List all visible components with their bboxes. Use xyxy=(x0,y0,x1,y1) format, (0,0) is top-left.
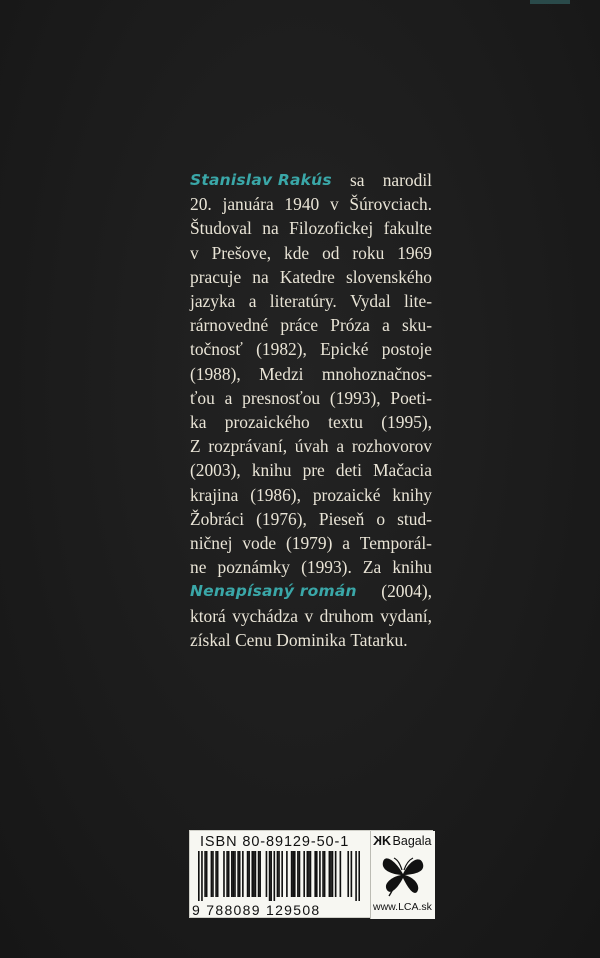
barcode-bar xyxy=(198,851,200,901)
barcode-bar xyxy=(259,851,261,897)
isbn-barcode-box xyxy=(189,830,433,918)
barcode-bar xyxy=(248,851,250,897)
bio-line xyxy=(190,604,432,628)
barcode-digits: 9 788089 129508 xyxy=(192,902,321,918)
publisher-mark-icon: KK xyxy=(374,834,391,848)
bio-word: vydaní, xyxy=(380,605,432,626)
bio-word: Cenu xyxy=(235,629,272,650)
bio-word: (1993), xyxy=(329,387,381,408)
barcode-bar xyxy=(281,851,283,897)
bio-highlight: Nenapísaný román xyxy=(190,582,357,601)
barcode-bar xyxy=(223,851,225,897)
bio-word: a xyxy=(382,315,390,336)
barcode-bar xyxy=(269,851,271,901)
bio-line xyxy=(190,579,432,603)
bio-word: postoje xyxy=(381,339,432,360)
bio-line xyxy=(190,507,432,531)
barcode-bar xyxy=(239,851,241,897)
bio-word: Prešove, xyxy=(211,242,272,263)
barcode-bar xyxy=(247,851,249,897)
bio-word: ka xyxy=(190,412,207,433)
barcode-bar xyxy=(347,851,349,897)
barcode-bar xyxy=(297,851,299,897)
bio-word: rozhovorov xyxy=(351,436,432,457)
barcode-bar xyxy=(253,851,255,897)
bio-word: slovenského xyxy=(346,266,432,287)
barcode-bar xyxy=(332,851,334,897)
bio-word: Vydal xyxy=(350,291,391,312)
bio-word: ničnej xyxy=(190,533,233,554)
barcode-bar xyxy=(316,851,318,897)
barcode-bar xyxy=(322,851,324,897)
bio-word: jazyka xyxy=(190,291,236,312)
barcode-bar xyxy=(340,851,342,897)
barcode-bar xyxy=(258,851,260,897)
barcode-bar xyxy=(277,851,279,897)
barcode-bar xyxy=(355,851,357,901)
bio-word: Medzi xyxy=(259,363,304,384)
bio-word: Pieseň xyxy=(318,508,365,529)
bio-word: Za xyxy=(362,557,382,578)
bio-word: ne xyxy=(190,557,207,578)
bio-word: mnohoznačnos- xyxy=(321,363,432,384)
barcode-bar xyxy=(231,851,233,897)
barcode-bar xyxy=(324,851,326,897)
bio-word: fakulte xyxy=(383,218,432,239)
barcode-bar xyxy=(204,851,206,897)
barcode-bar xyxy=(237,851,239,897)
bio-word: ťou xyxy=(190,387,215,408)
barcode-bar xyxy=(307,851,309,897)
bio-word: v xyxy=(190,242,199,263)
barcode-bar xyxy=(299,851,301,897)
top-edge-accent xyxy=(530,0,570,4)
barcode-bar xyxy=(251,851,253,897)
barcode-bar xyxy=(292,851,294,897)
barcode-bar xyxy=(233,851,235,897)
bio-word: narodil xyxy=(382,170,432,190)
bio-word: Poeti- xyxy=(390,387,432,408)
bio-line xyxy=(190,313,432,337)
barcode xyxy=(198,851,360,901)
bio-word: textu xyxy=(328,412,363,433)
barcode-bar xyxy=(228,851,230,897)
barcode-bar xyxy=(335,851,337,897)
bio-word: januára xyxy=(222,194,274,215)
bio-word: od xyxy=(322,242,340,263)
bio-word: vychádza xyxy=(232,605,298,626)
barcode-bar xyxy=(330,851,332,897)
barcode-bar xyxy=(270,851,272,901)
bio-line xyxy=(190,555,432,579)
bio-word: v xyxy=(329,194,339,215)
barcode-bar xyxy=(329,851,331,897)
bio-word: Študoval xyxy=(190,218,252,239)
bio-word: deti xyxy=(335,460,362,481)
bio-line xyxy=(190,168,432,192)
bio-word: (1986), xyxy=(250,484,301,505)
bio-word: Dominika xyxy=(276,629,346,650)
bio-word: stud- xyxy=(397,508,432,529)
bio-word: Epické xyxy=(320,339,369,360)
bio-word: 1940 xyxy=(284,194,320,215)
bio-line xyxy=(190,265,432,289)
bio-word: krajina xyxy=(190,484,239,505)
barcode-bar xyxy=(273,851,275,901)
barcode-bar xyxy=(286,851,288,897)
bio-word: roku xyxy=(352,242,385,263)
publisher-block xyxy=(370,831,435,919)
bio-word: Próza xyxy=(330,315,370,336)
bio-word: presnosťou xyxy=(242,387,321,408)
bio-line xyxy=(190,434,432,458)
barcode-bar xyxy=(278,851,280,897)
isbn-label: ISBN 80-89129-50-1 xyxy=(200,834,350,850)
barcode-bar xyxy=(234,851,236,897)
barcode-bar xyxy=(266,851,268,897)
bio-word: točnosť xyxy=(190,339,243,360)
bio-word: Žobráci xyxy=(190,508,245,529)
bio-word: pracuje xyxy=(190,266,242,287)
bio-word: rárnovedné xyxy=(190,315,269,336)
bio-line xyxy=(190,216,432,240)
bio-word: Z xyxy=(190,436,201,457)
barcode-bar xyxy=(212,851,214,897)
bio-word: prozaického xyxy=(224,412,310,433)
bio-word: v xyxy=(304,605,314,626)
bio-word: rozprávaní, xyxy=(208,436,288,457)
publisher-name-text: Bagala xyxy=(392,834,432,848)
bio-word: Mačacia xyxy=(373,460,432,481)
bio-word: (1979) xyxy=(286,533,333,554)
bio-word: (1976), xyxy=(256,508,307,529)
bio-word: o xyxy=(376,508,386,529)
bio-word: literatúry. xyxy=(269,291,337,312)
bio-word: a xyxy=(342,533,350,554)
bio-line xyxy=(190,337,432,361)
bio-word: knihy xyxy=(392,484,432,505)
bio-word: (1993). xyxy=(301,557,352,578)
bio-word: Tatarku. xyxy=(350,629,408,650)
bio-word: (1988), xyxy=(190,363,241,384)
bio-word: lite- xyxy=(403,291,432,312)
bio-word: knihu xyxy=(392,557,432,578)
bio-line xyxy=(190,289,432,313)
bio-word: a xyxy=(248,291,257,312)
bio-word: (2003), xyxy=(190,460,241,481)
barcode-bar xyxy=(215,851,217,897)
bio-line xyxy=(190,362,432,386)
bio-word: vode xyxy=(242,533,277,554)
barcode-bar xyxy=(308,851,310,897)
bio-word: Šúrovciach. xyxy=(349,194,432,215)
bio-word: získal xyxy=(190,629,231,650)
bio-line xyxy=(190,628,432,652)
barcode-bar xyxy=(303,851,305,897)
publisher-url: www.LCA.sk xyxy=(373,901,432,913)
bio-word: prozaické xyxy=(312,484,381,505)
bio-word: a xyxy=(336,436,345,457)
bio-line xyxy=(190,410,432,434)
bio-line xyxy=(190,241,432,265)
author-bio xyxy=(190,168,432,652)
bio-word: Filozofickej xyxy=(289,218,374,239)
bio-word: a xyxy=(224,387,233,408)
bio-word: 1969 xyxy=(397,242,432,263)
bio-word: na xyxy=(262,218,279,239)
bio-line xyxy=(190,386,432,410)
bio-word: (1995), xyxy=(381,412,432,433)
bio-line xyxy=(190,483,432,507)
butterfly-icon xyxy=(381,850,425,898)
bio-highlight: Stanislav Rakús xyxy=(190,171,332,189)
bio-word: (1982), xyxy=(256,339,307,360)
bio-word: 20. xyxy=(190,194,212,215)
barcode-bar xyxy=(217,851,219,897)
bio-word: na xyxy=(252,266,269,287)
barcode-bar xyxy=(255,851,257,897)
barcode-bar xyxy=(294,851,296,897)
barcode-bar xyxy=(201,851,203,901)
bio-word: Temporál- xyxy=(359,533,432,554)
barcode-bar xyxy=(351,851,353,897)
bio-word: pre xyxy=(302,460,325,481)
barcode-bar xyxy=(206,851,208,897)
bio-word: knihu xyxy=(251,460,292,481)
barcode-bar xyxy=(242,851,244,897)
bio-word: (2004), xyxy=(381,581,432,602)
bio-word: sku- xyxy=(402,315,432,336)
bio-word: druhom xyxy=(319,605,374,626)
barcode-bar xyxy=(291,851,293,897)
barcode-bar xyxy=(319,851,321,897)
bio-line xyxy=(190,458,432,482)
publisher-name xyxy=(374,834,431,848)
barcode-bar xyxy=(226,851,228,897)
barcode-bar xyxy=(310,851,312,897)
barcode-bar xyxy=(211,851,213,897)
barcode-bar xyxy=(314,851,316,897)
bio-word: ktorá xyxy=(190,605,226,626)
bio-line xyxy=(190,192,432,216)
bio-word: poznámky xyxy=(217,557,290,578)
bio-word: Katedre xyxy=(279,266,335,287)
barcode-bar xyxy=(358,851,360,901)
bio-word: úvah xyxy=(294,436,329,457)
bio-word: sa xyxy=(350,170,365,190)
bio-line xyxy=(190,531,432,555)
bio-word: kde xyxy=(284,242,310,263)
bio-word: práce xyxy=(280,315,319,336)
